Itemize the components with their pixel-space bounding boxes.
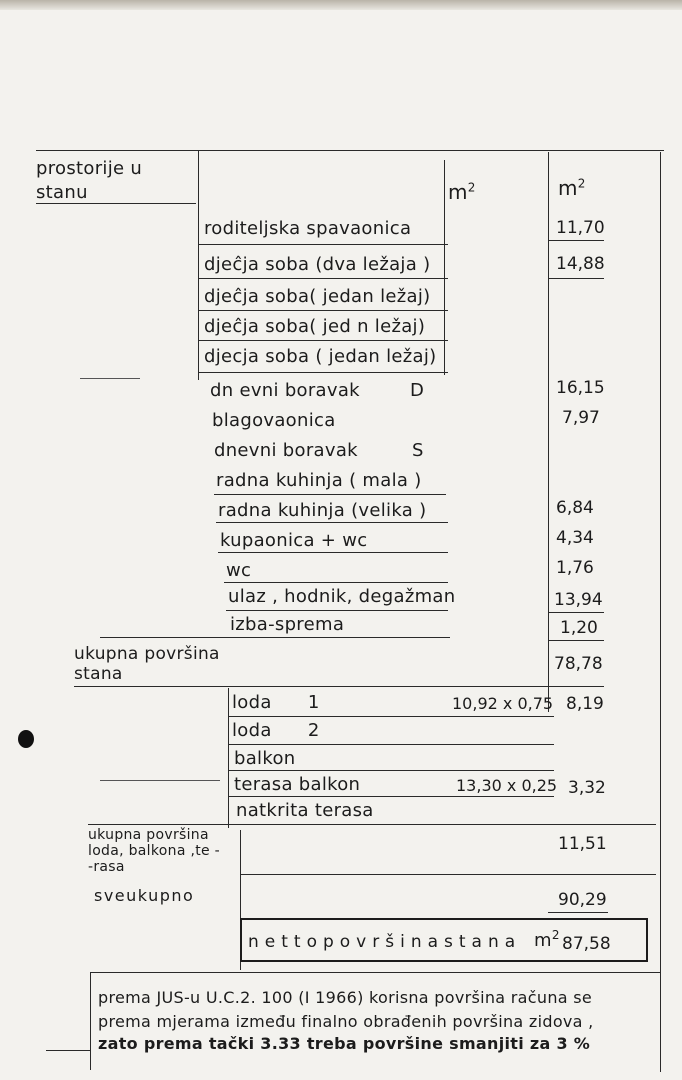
dim-unit-header: $m^2$ [448, 180, 476, 204]
room-area-6: 16,15 [556, 378, 605, 398]
scan-top-edge [0, 0, 682, 10]
room-area-1: 11,70 [556, 218, 605, 238]
outdoor-dims-4: 13,30 x 0,25 [456, 776, 558, 795]
room-name-12: wc [226, 560, 252, 581]
room-name-13: ulaz , hodnik, degažman [228, 586, 456, 607]
room-area-14: 1,20 [560, 618, 598, 638]
apartment-total-value: 78,78 [554, 654, 603, 674]
outdoor-name-3: balkon [234, 748, 296, 769]
outdoor-name-1: loda 1 [232, 692, 320, 713]
room-suffix-8: S [412, 440, 424, 461]
room-name-10: radna kuhinja (velika ) [218, 500, 427, 521]
outdoor-dims-1: 10,92 x 0,75 [452, 694, 554, 713]
outdoor-area-4: 3,32 [568, 778, 606, 798]
grand-total-label: sveukupno [94, 886, 195, 905]
note-line-3: zato prema tački 3.33 treba površine smanjiti za 3 % [98, 1034, 591, 1053]
outdoor-name-5: natkrita terasa [236, 800, 374, 821]
room-area-12: 1,76 [556, 558, 594, 578]
rooms-header-line1: prostorije u [36, 158, 143, 179]
outdoor-area-1: 8,19 [566, 694, 604, 714]
outdoor-total-label-line3: -rasa [88, 859, 125, 875]
outdoor-name-4: terasa balkon [234, 774, 361, 795]
room-name-4: djeĉja soba( jed n ležaj) [204, 316, 426, 337]
outdoor-total-label-line1: ukupna površina [88, 827, 209, 843]
room-name-8: dnevni boravak [214, 440, 358, 461]
room-name-6: dn evni boravak [210, 380, 360, 401]
outdoor-total-label-line2: loda, balkona ,te - [88, 843, 221, 859]
room-name-14: izba-sprema [230, 614, 345, 635]
net-area-unit: $m^2$ [534, 928, 560, 951]
note-line-2: prema mjerama između finalno obrađenih površina zidova , [98, 1012, 594, 1031]
net-area-value: 87,58 [562, 934, 611, 954]
room-area-7: 7,97 [562, 408, 600, 428]
grand-total-value: 90,29 [558, 890, 607, 910]
outdoor-name-2: loda 2 [232, 720, 320, 741]
room-suffix-6: D [410, 380, 425, 401]
room-name-3: djeĉja soba( jedan ležaj) [204, 286, 431, 307]
outdoor-total-value: 11,51 [558, 834, 607, 854]
room-name-7: blagovaonica [212, 410, 336, 431]
apartment-total-label-line2: stana [74, 664, 123, 684]
room-area-13: 13,94 [554, 590, 603, 610]
rooms-header-line2: stanu [36, 182, 88, 203]
room-area-10: 6,84 [556, 498, 594, 518]
room-area-11: 4,34 [556, 528, 594, 548]
room-name-11: kupaonica + wc [220, 530, 368, 551]
area-unit-header: $m^2$ [558, 176, 586, 200]
apartment-total-label-line1: ukupna površina [74, 644, 220, 664]
room-name-5: djecja soba ( jedan ležaj) [204, 346, 437, 367]
room-name-1: roditeljska spavaonica [204, 218, 412, 239]
room-area-2: 14,88 [556, 254, 605, 274]
room-name-2: djeĉja soba (dva ležaja ) [204, 254, 431, 275]
room-name-9: radna kuhinja ( mala ) [216, 470, 422, 491]
net-area-label: n e t t o p o v r š i n a s t a n a [248, 932, 516, 952]
note-line-1: prema JUS-u U.C.2. 100 (I 1966) korisna površina računa se [98, 988, 593, 1007]
punch-hole-mark [18, 730, 34, 748]
